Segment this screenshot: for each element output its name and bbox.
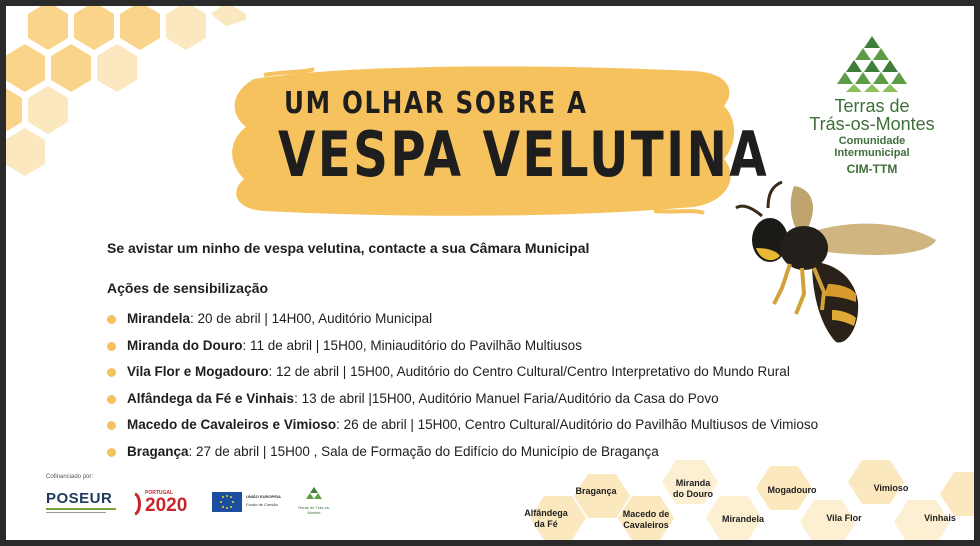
title-line-2: VESPA VELUTINA	[278, 118, 770, 191]
logo-acronym: CIM-TTM	[846, 162, 898, 176]
bullet-icon	[107, 421, 116, 430]
event-place: Vila Flor e Mogadouro	[127, 364, 269, 380]
eu-text: UNIÃO EUROPEIA	[246, 494, 281, 499]
logo-name-line-1: Terras de	[834, 96, 910, 116]
event-details: : 20 de abril | 14H00, Auditório Municipal	[190, 311, 433, 326]
hex-label-mirandela: Mirandela	[721, 514, 764, 524]
events-list	[106, 310, 818, 470]
event-place: Alfândega da Fé e Vinhais	[127, 390, 295, 406]
event-details: : 27 de abril | 15H00 , Sala de Formação do Edifício do Município de Bragança	[188, 443, 659, 459]
hex-label-mogadouro: Mogadouro	[767, 485, 817, 495]
eu-stars-icon	[212, 492, 242, 512]
event-place: Miranda do Douro	[127, 337, 243, 353]
mountains-small-icon	[304, 486, 324, 500]
eu-logo	[212, 492, 286, 514]
event-details: : 12 de abril | 15H00, Auditório do Centro Cultural/Centro Interpretativo do Mundo Rural	[268, 364, 790, 380]
cim-small-text: Terras de Trás-os-Montes	[297, 505, 331, 515]
bullet-icon	[107, 395, 116, 404]
hex-label-vimioso: Vimioso	[873, 483, 909, 493]
contact-instruction: Se avistar um ninho de vespa velutina, contacte a sua Câmara Municipal	[107, 240, 590, 256]
honeycomb-top-left-decoration	[6, 6, 246, 196]
title-line-1: UM OLHAR SOBRE A	[284, 86, 588, 121]
event-details: : 11 de abril | 15H00, Miniauditório do Pavilhão Multiusos	[242, 337, 582, 353]
event-place: Mirandela	[127, 311, 191, 326]
municipalities-honeycomb	[514, 456, 974, 540]
logo-name-line-2: Trás-os-Montes	[809, 114, 935, 134]
funded-by-label: Cofinanciado por:	[46, 474, 94, 480]
hex-label-alfandega: Alfândega da Fé	[524, 508, 568, 529]
list-item	[106, 310, 818, 337]
list-item	[106, 416, 818, 443]
portugal-flag-icon	[133, 492, 143, 516]
event-place: Bragança	[127, 443, 189, 459]
list-item	[106, 363, 818, 390]
bullet-icon	[107, 368, 116, 377]
event-details: : 13 de abril |15H00, Auditório Manuel Faria/Auditório da Casa do Povo	[294, 390, 719, 406]
bullet-icon	[107, 342, 116, 351]
cim-ttm-small-logo	[296, 486, 332, 515]
p2020-text: 2020	[145, 495, 188, 516]
eu-fund-text: Fundo de Coesão	[246, 502, 278, 507]
event-details: : 26 de abril | 15H00, Centro Cultural/Auditório do Pavilhão Multiusos de Vimioso	[336, 417, 819, 433]
actions-heading: Ações de sensibilização	[107, 280, 269, 296]
list-item	[106, 390, 818, 417]
hex-label-vila-flor: Vila Flor	[826, 513, 862, 523]
cim-ttm-logo	[802, 34, 942, 176]
list-item	[106, 337, 818, 364]
hex-label-miranda: Miranda do Douro	[673, 478, 713, 499]
event-place: Macedo de Cavaleiros e Vimioso	[127, 417, 337, 433]
bullet-icon	[107, 448, 116, 457]
hex-label-vinhais: Vinhais	[924, 513, 956, 523]
poseur-logo	[46, 490, 120, 513]
logo-subtitle: Comunidade Intermunicipal	[834, 135, 910, 159]
portugal-2020-logo	[133, 490, 201, 518]
hex-label-macedo: Macedo de Cavaleiros	[622, 509, 670, 530]
mountains-logo-icon	[831, 34, 913, 92]
portugal-text: PORTUGAL	[145, 490, 174, 496]
hex-label-braganca: Bragança	[575, 486, 617, 496]
poster	[6, 6, 974, 540]
poseur-text: POSEUR	[46, 490, 113, 507]
bullet-icon	[107, 315, 116, 324]
